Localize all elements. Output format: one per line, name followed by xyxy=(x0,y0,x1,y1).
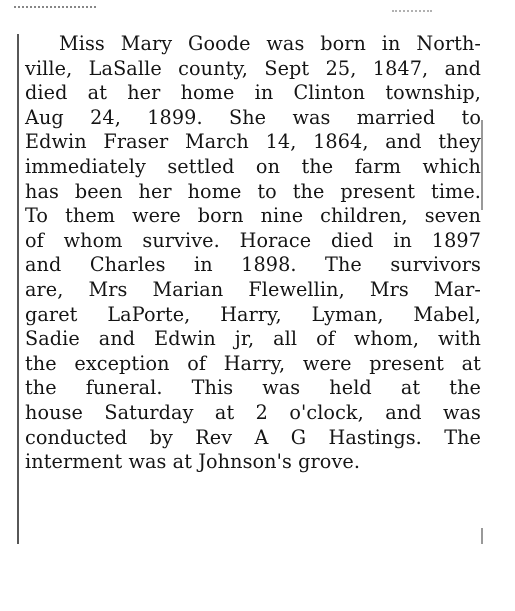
article-line: immediately settled on the farm which xyxy=(25,154,481,178)
article-line: garet LaPorte, Harry, Lyman, Mabel, xyxy=(25,302,481,326)
article-line: house Saturday at 2 o'clock, and was xyxy=(25,400,481,424)
clipped-text-residue xyxy=(392,10,432,16)
article-line: Sadie and Edwin jr, all of whom, with xyxy=(25,327,481,351)
article-line: Miss Mary Goode was born in North- xyxy=(59,32,481,55)
article-line: of whom survive. Horace died in 1897 xyxy=(25,228,481,252)
article-line: To them were born nine children, seven xyxy=(25,204,481,228)
article-line: interment was at Johnson's grove. xyxy=(25,450,361,474)
article-line: the exception of Harry, were present at xyxy=(25,351,481,375)
article-line: Edwin Fraser March 14, 1864, and they xyxy=(25,130,481,154)
article-line: died at her home in Clinton township, xyxy=(25,81,481,105)
article-line: are, Mrs Marian Flewellin, Mrs Mar- xyxy=(25,277,481,301)
article-line: conducted by Rev A G Hastings. The xyxy=(25,425,481,449)
column-rule-right-bottom xyxy=(481,528,483,544)
obituary-article xyxy=(25,32,485,475)
article-line: the funeral. This was held at the xyxy=(25,376,481,400)
article-line: Aug 24, 1899. She was married to xyxy=(25,105,481,129)
clipped-headline-residue xyxy=(14,6,96,16)
article-line: ville, LaSalle county, Sept 25, 1847, and xyxy=(25,56,481,80)
article-line: has been her home to the present time. xyxy=(25,179,481,203)
article-line: and Charles in 1898. The survivors xyxy=(25,253,481,277)
column-rule-left xyxy=(17,34,19,544)
